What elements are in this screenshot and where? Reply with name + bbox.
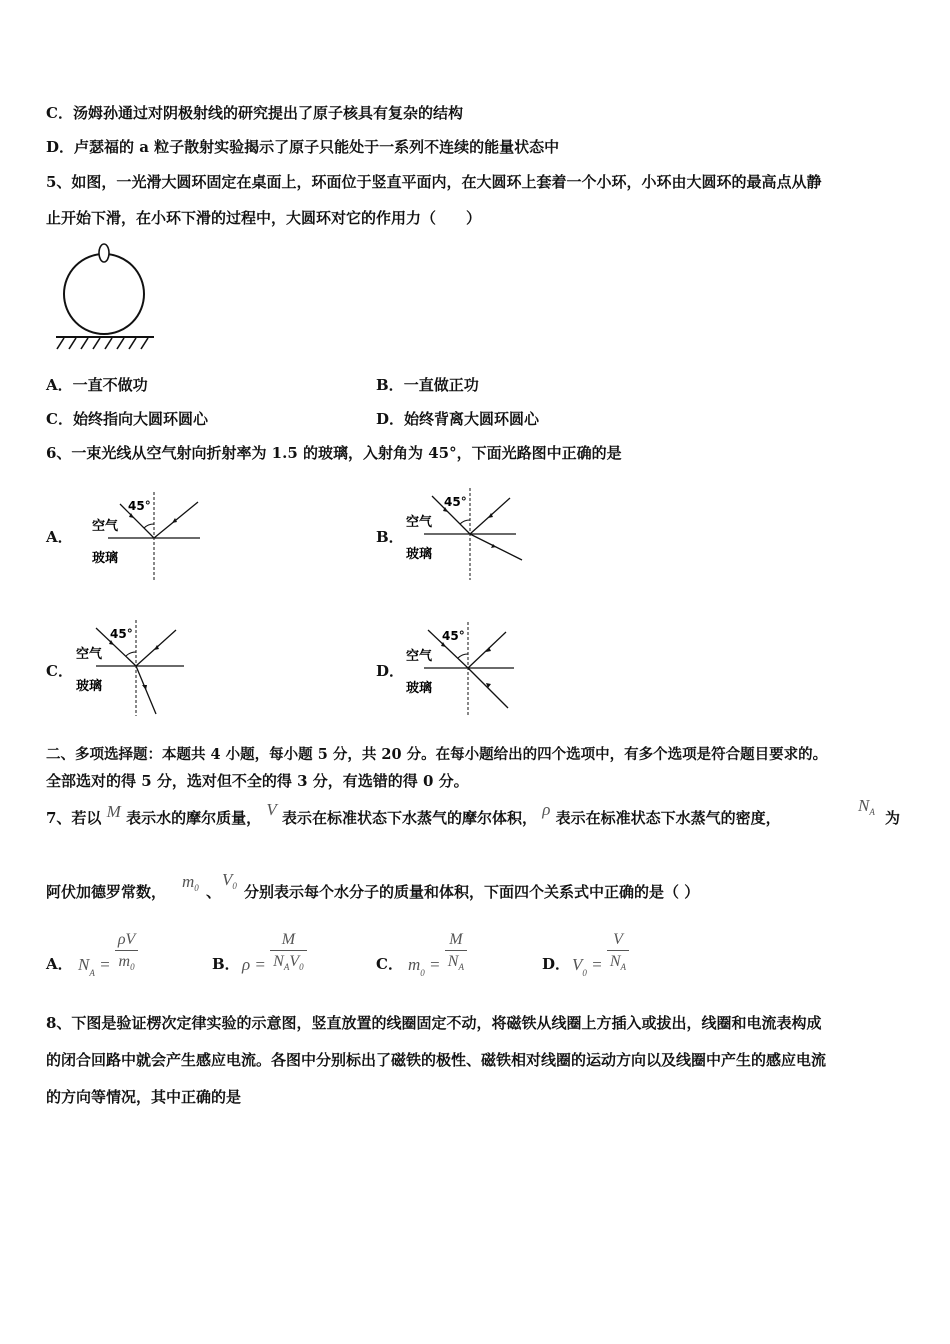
q5-stem-line1: 5、如图，一光滑大圆环固定在桌面上，环面位于竖直平面内，在大圆环上套着一个小环，小环由大圆环的最高点从静 xyxy=(46,173,822,191)
q6-option-b-letter: B． xyxy=(376,528,404,546)
optics-diagram-d xyxy=(402,618,522,718)
q7-sep: 、 xyxy=(206,883,222,901)
symbol-rho: ρ xyxy=(542,800,551,819)
angle-label: 45° xyxy=(110,627,133,641)
symbol-V: V xyxy=(266,800,277,819)
q8-stem-line1: 8、下图是验证楞次定律实验的示意图，竖直放置的线圈固定不动，将磁铁从线圈上方插入或拔出，线圈和电流表构成 xyxy=(46,1014,822,1032)
denominator-sub: 0 xyxy=(130,962,135,972)
q5-option-a xyxy=(46,375,148,395)
formula-equals: = xyxy=(99,954,111,974)
denominator-sub: A xyxy=(620,962,627,972)
q7-option-d-formula xyxy=(572,930,629,978)
q7-text: 分别表示每个水分子的质量和体积，下面四个关系式中正确的是（ ） xyxy=(244,883,700,901)
fraction xyxy=(445,930,467,978)
q5-option-b xyxy=(376,375,479,395)
option-letter: D． xyxy=(46,138,75,156)
q7-text: 表示水的摩尔质量， xyxy=(126,809,262,827)
denominator-sub: A xyxy=(283,962,290,972)
fraction xyxy=(115,930,138,978)
option-text: 汤姆孙通过对阴极射线的研究提出了原子核具有复杂的结构 xyxy=(72,104,463,122)
optics-diagram-c xyxy=(72,616,196,718)
q7-option-d-letter: D． xyxy=(542,955,571,973)
numerator: M xyxy=(445,930,467,951)
option-text: 卢瑟福的 a 粒子散射实验揭示了原子只能处于一系列不连续的能量状态中 xyxy=(74,138,560,156)
q5-option-d xyxy=(376,409,539,429)
q7-option-b-formula xyxy=(242,930,307,978)
ring-on-table-figure xyxy=(50,238,160,356)
q7-text-wei: 为 xyxy=(885,809,901,827)
symbol-sub-A: A xyxy=(869,807,875,817)
q7-option-c-formula xyxy=(408,930,467,978)
q7-option-a-letter: A． xyxy=(46,955,73,973)
q6-stem: 6、一束光线从空气射向折射率为 1.5 的玻璃，入射角为 45°，下面光路图中正确的是 xyxy=(46,444,622,462)
symbol-NA xyxy=(858,796,875,822)
glass-label: 玻璃 xyxy=(76,679,103,694)
numerator: V xyxy=(607,930,629,951)
q6-option-a-letter: A． xyxy=(46,528,73,546)
option-letter: D． xyxy=(376,410,405,428)
numerator: ρV xyxy=(115,930,138,951)
denominator-2: V xyxy=(289,953,300,970)
q4-option-c xyxy=(46,103,463,123)
q7-stem-line1 xyxy=(46,800,781,828)
q7-text: 阿伏加德罗常数， xyxy=(46,883,167,901)
formula-lhs-sub: A xyxy=(89,967,95,978)
option-text: 一直做正功 xyxy=(403,376,479,394)
q6-option-c-letter: C． xyxy=(46,662,73,680)
symbol-sub-0: 0 xyxy=(232,881,237,891)
q7-option-a-formula xyxy=(78,930,138,978)
symbol-sub-0: 0 xyxy=(194,883,199,893)
air-label: 空气 xyxy=(92,519,119,534)
denominator-sub: A xyxy=(458,962,464,972)
symbol-V0 xyxy=(222,870,237,896)
q8-stem-line3: 的方向等情况，其中正确的是 xyxy=(46,1088,242,1106)
formula-lhs-sub: 0 xyxy=(582,967,587,978)
air-label: 空气 xyxy=(406,649,433,664)
option-letter: C． xyxy=(46,410,73,428)
q5-option-c xyxy=(46,409,208,429)
option-letter: A． xyxy=(46,376,73,394)
formula-equals: = xyxy=(591,954,603,974)
symbol-M: M xyxy=(106,802,121,821)
formula-lhs: ρ xyxy=(242,954,251,974)
denominator-2-sub: 0 xyxy=(299,962,304,972)
denominator: m xyxy=(118,953,131,970)
denominator: N xyxy=(609,953,621,970)
air-label: 空气 xyxy=(406,515,433,530)
option-text: 始终指向大圆环圆心 xyxy=(72,410,208,428)
glass-label: 玻璃 xyxy=(406,681,433,696)
denominator: N xyxy=(273,953,284,970)
angle-label: 45° xyxy=(128,499,151,513)
glass-label: 玻璃 xyxy=(92,551,119,566)
formula-lhs: N xyxy=(78,954,90,974)
formula-equals: = xyxy=(429,954,441,974)
option-letter: B． xyxy=(376,376,404,394)
denominator: N xyxy=(447,953,459,970)
q4-option-d xyxy=(46,137,559,157)
q7-text: 表示在标准状态下水蒸气的密度， xyxy=(555,809,781,827)
air-label: 空气 xyxy=(76,647,103,662)
q7-text: 表示在标准状态下水蒸气的摩尔体积， xyxy=(281,809,537,827)
q8-stem-line2: 的闭合回路中就会产生感应电流。各图中分别标出了磁铁的极性、磁铁相对线圈的运动方向以及线圈中产生的感应电流 xyxy=(46,1051,827,1069)
symbol-N: N xyxy=(858,796,870,815)
section2-line2: 全部选对的得 5 分，选对但不全的得 3 分，有选错的得 0 分。 xyxy=(46,772,469,790)
q7-option-b-letter: B． xyxy=(212,955,240,973)
glass-label: 玻璃 xyxy=(406,547,433,562)
symbol-V: V xyxy=(222,870,233,889)
option-letter: C． xyxy=(46,104,73,122)
fraction xyxy=(607,930,629,978)
angle-label: 45° xyxy=(444,495,467,509)
q7-option-c-letter: C． xyxy=(376,955,403,973)
formula-lhs-sub: 0 xyxy=(420,967,425,978)
q6-option-d-letter: D． xyxy=(376,662,405,680)
optics-diagram-b xyxy=(402,484,526,582)
formula-lhs: m xyxy=(408,954,421,974)
q5-stem-line2: 止开始下滑，在小环下滑的过程中，大圆环对它的作用力（ ） xyxy=(46,209,482,227)
optics-diagram-a xyxy=(88,488,208,584)
q7-stem-line2 xyxy=(46,882,166,902)
fraction xyxy=(270,930,306,978)
option-text: 始终背离大圆环圆心 xyxy=(404,410,540,428)
angle-label: 45° xyxy=(442,629,465,643)
section2-line1: 二、多项选择题：本题共 4 小题，每小题 5 分，共 20 分。在每小题给出的四个选项中，有多个选项是符合题目要求的。 xyxy=(46,746,828,763)
formula-equals: = xyxy=(254,954,266,974)
q7-text: 7、若以 xyxy=(46,809,102,827)
option-text: 一直不做功 xyxy=(72,376,148,394)
symbol-m: m xyxy=(182,872,195,891)
numerator: M xyxy=(270,930,306,951)
symbol-m0 xyxy=(182,872,199,898)
formula-lhs: V xyxy=(572,954,583,974)
